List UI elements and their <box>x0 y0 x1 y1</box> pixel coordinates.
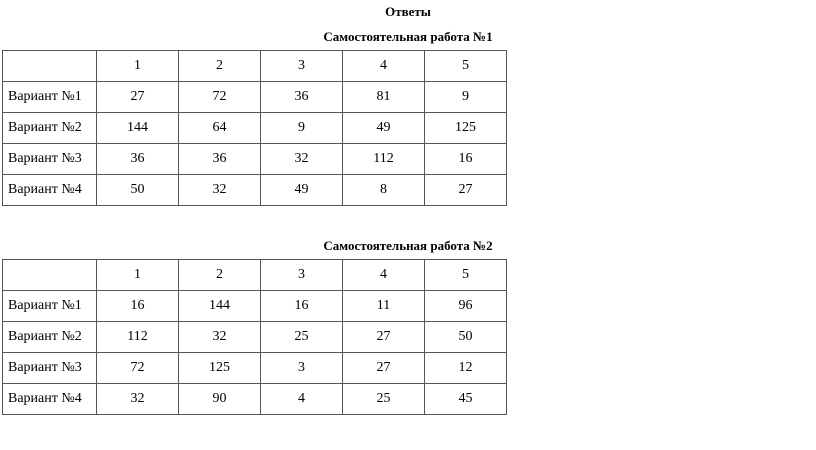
row-label: Вариант №3 <box>3 353 97 384</box>
table-cell: 49 <box>343 113 425 144</box>
table-cell: 144 <box>97 113 179 144</box>
table-cell: 9 <box>261 113 343 144</box>
column-header: 5 <box>425 51 507 82</box>
header-row <box>3 260 507 291</box>
header-row <box>3 51 507 82</box>
table-cell: 81 <box>343 82 425 113</box>
table-row <box>3 384 507 415</box>
table-cell: 112 <box>97 322 179 353</box>
row-label: Вариант №1 <box>3 82 97 113</box>
column-header: 4 <box>343 260 425 291</box>
table-row <box>3 175 507 206</box>
row-label: Вариант №4 <box>3 384 97 415</box>
answers-table-2 <box>2 259 507 415</box>
table-cell: 32 <box>179 322 261 353</box>
row-label: Вариант №2 <box>3 113 97 144</box>
table-cell: 16 <box>97 291 179 322</box>
column-header: 2 <box>179 260 261 291</box>
row-label: Вариант №4 <box>3 175 97 206</box>
row-label: Вариант №2 <box>3 322 97 353</box>
table-cell: 50 <box>97 175 179 206</box>
document-title: Ответы <box>385 4 431 19</box>
table-cell: 12 <box>425 353 507 384</box>
table-cell: 16 <box>261 291 343 322</box>
table-cell: 144 <box>179 291 261 322</box>
column-header: 4 <box>343 51 425 82</box>
table-cell: 96 <box>425 291 507 322</box>
table-cell: 27 <box>343 322 425 353</box>
row-label: Вариант №1 <box>3 291 97 322</box>
table-cell: 4 <box>261 384 343 415</box>
table-row <box>3 353 507 384</box>
column-header: 5 <box>425 260 507 291</box>
table-cell: 25 <box>343 384 425 415</box>
table-cell: 90 <box>179 384 261 415</box>
column-header: 3 <box>261 51 343 82</box>
table-cell: 9 <box>425 82 507 113</box>
table-cell: 36 <box>97 144 179 175</box>
table-cell: 32 <box>261 144 343 175</box>
section-title-1: Самостоятельная работа №1 <box>323 29 493 44</box>
table-cell: 27 <box>425 175 507 206</box>
table-cell: 32 <box>179 175 261 206</box>
column-header: 1 <box>97 260 179 291</box>
column-header: 3 <box>261 260 343 291</box>
table-cell: 36 <box>261 82 343 113</box>
table-cell: 16 <box>425 144 507 175</box>
table-cell: 11 <box>343 291 425 322</box>
table-cell: 45 <box>425 384 507 415</box>
table-row <box>3 144 507 175</box>
table-cell: 125 <box>425 113 507 144</box>
section-title-2: Самостоятельная работа №2 <box>323 238 493 253</box>
corner-cell <box>3 260 97 291</box>
table-cell: 72 <box>179 82 261 113</box>
table-cell: 3 <box>261 353 343 384</box>
table-cell: 36 <box>179 144 261 175</box>
table-cell: 32 <box>97 384 179 415</box>
table-cell: 112 <box>343 144 425 175</box>
table-row <box>3 322 507 353</box>
table-row <box>3 82 507 113</box>
answers-table-1 <box>2 50 507 206</box>
table-cell: 49 <box>261 175 343 206</box>
column-header: 1 <box>97 51 179 82</box>
table-cell: 72 <box>97 353 179 384</box>
table-cell: 64 <box>179 113 261 144</box>
table-cell: 25 <box>261 322 343 353</box>
row-label: Вариант №3 <box>3 144 97 175</box>
table-cell: 8 <box>343 175 425 206</box>
table-cell: 125 <box>179 353 261 384</box>
table-cell: 27 <box>97 82 179 113</box>
corner-cell <box>3 51 97 82</box>
table-row <box>3 113 507 144</box>
table-row <box>3 291 507 322</box>
table-cell: 50 <box>425 322 507 353</box>
column-header: 2 <box>179 51 261 82</box>
table-cell: 27 <box>343 353 425 384</box>
